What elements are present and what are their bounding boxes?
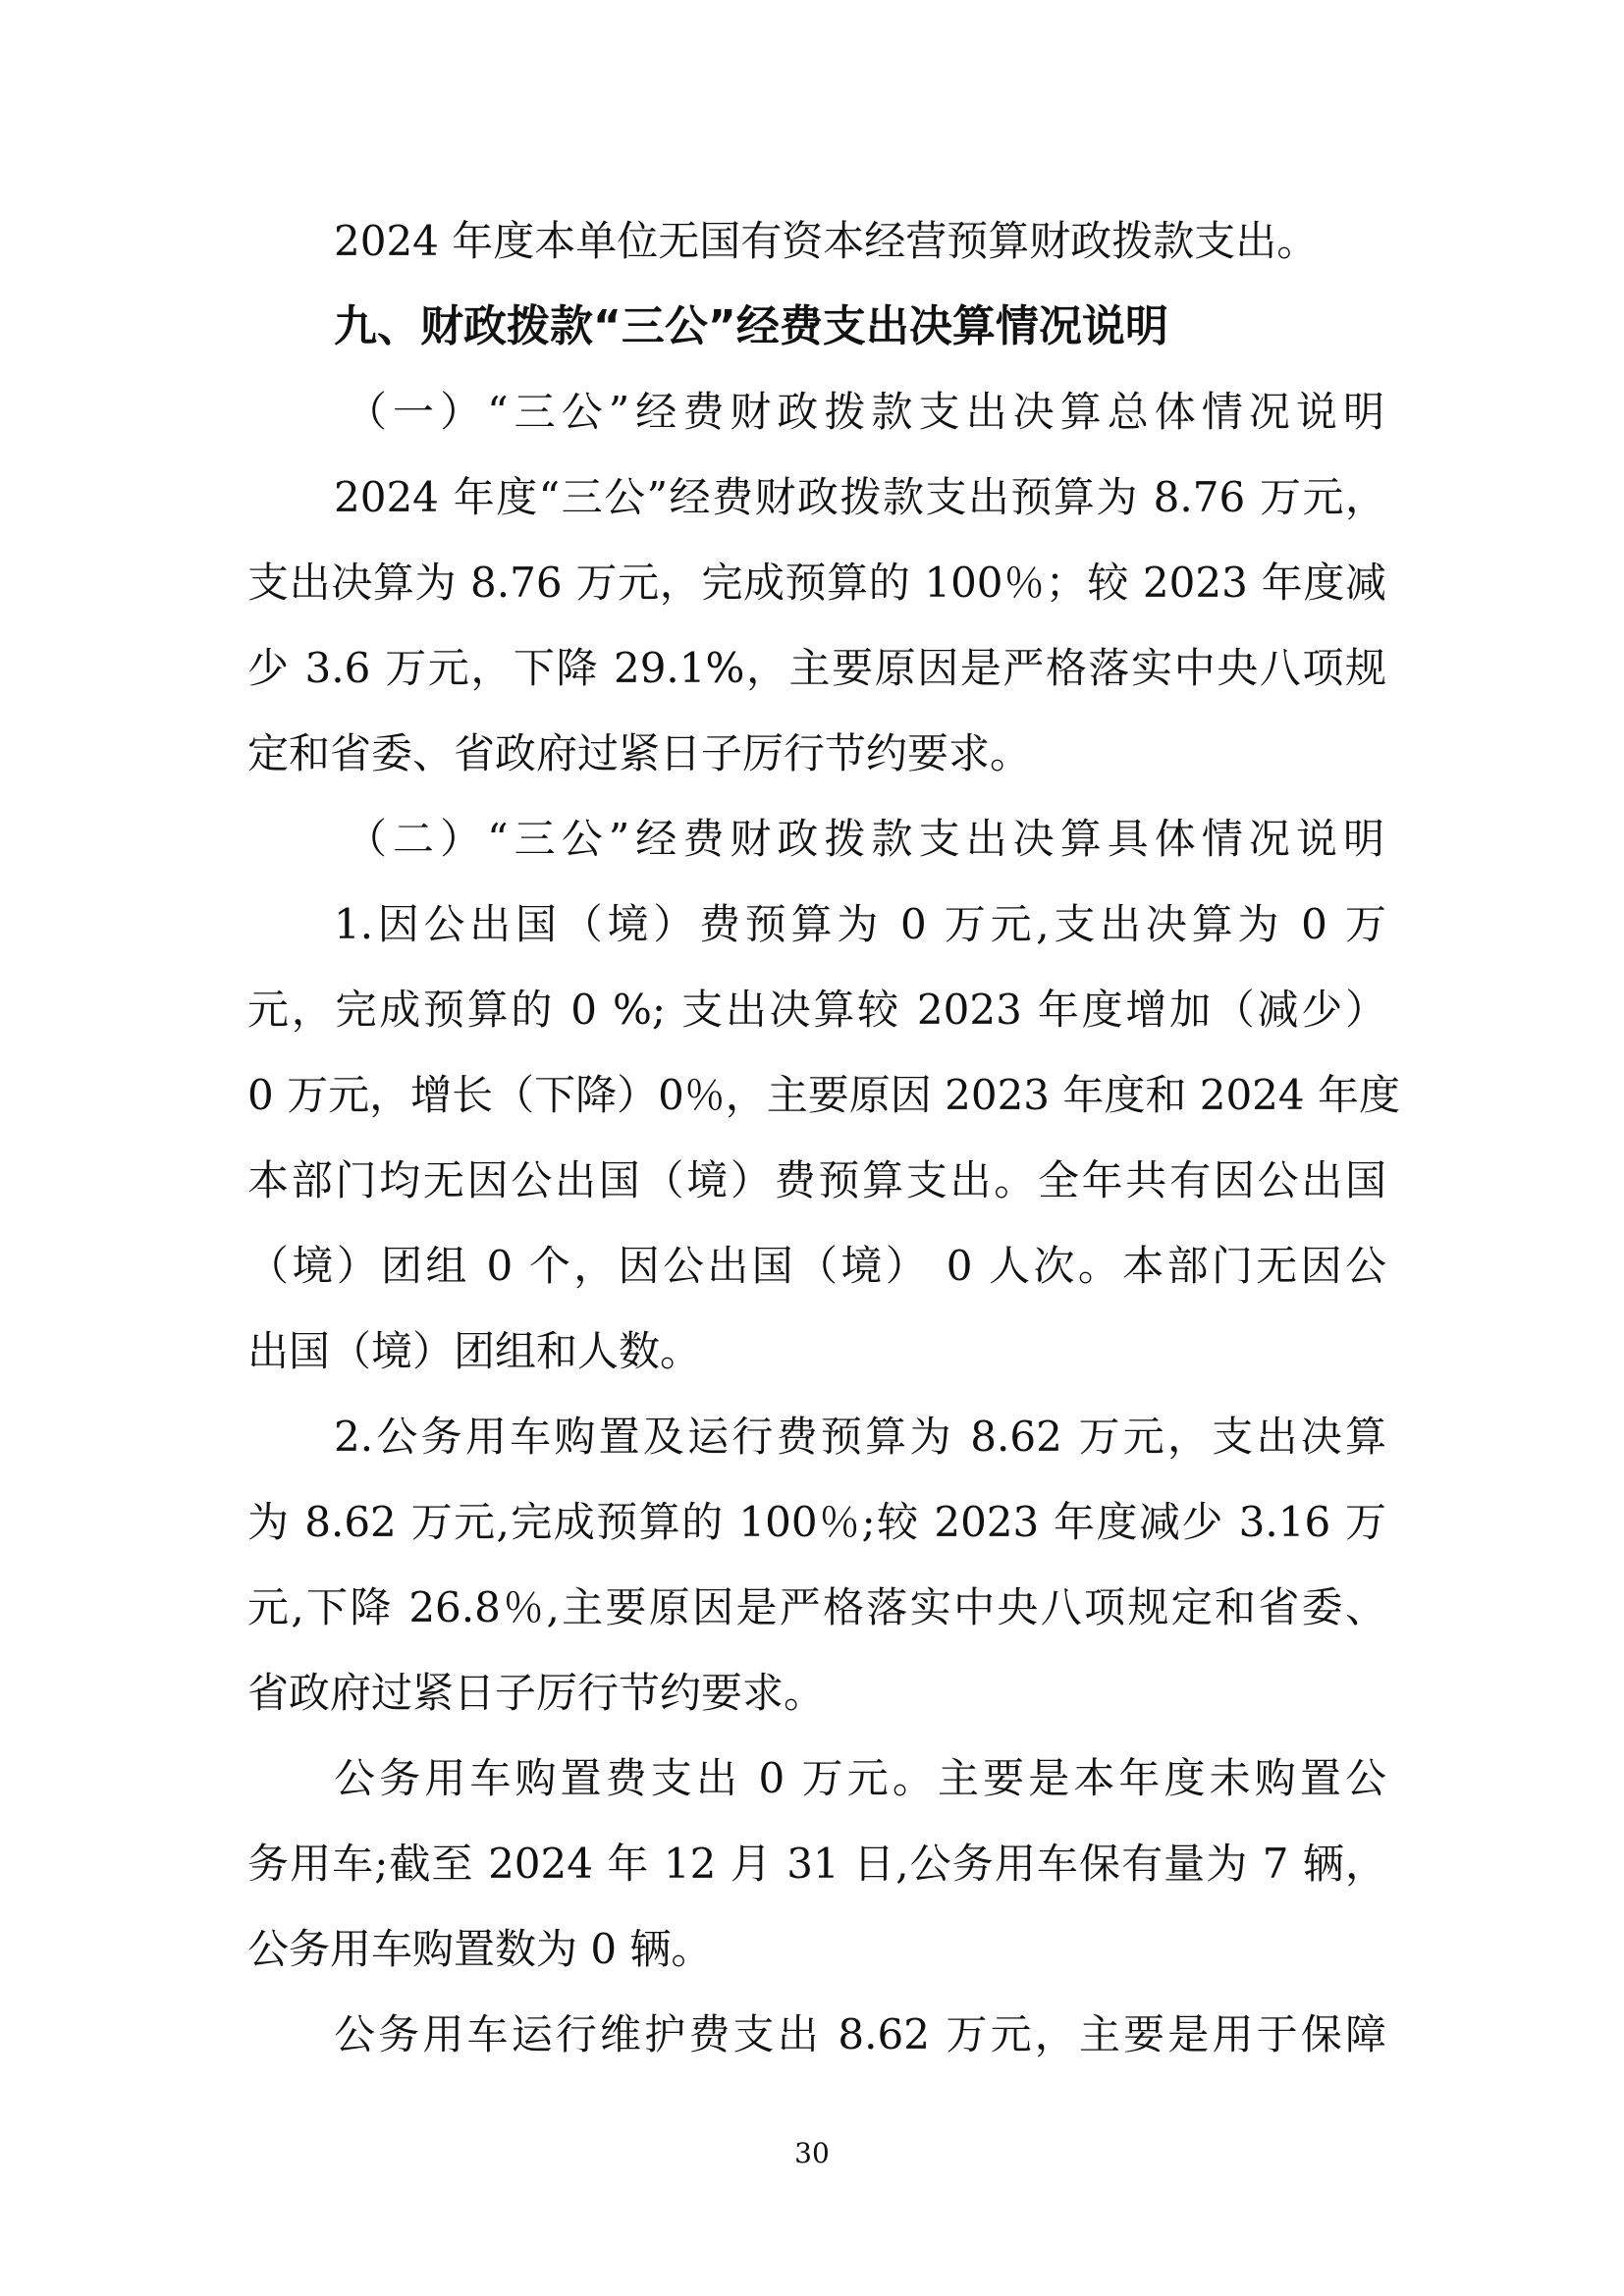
paragraph-line: 公务用车购置费支出 0 万元。主要是本年度未购置公 <box>334 1754 1386 1802</box>
paragraph-line: 2024 年度“三公”经费财政拨款支出预算为 8.76 万元， <box>334 473 1386 521</box>
paragraph-line: 1.因公出国（境）费预算为 0 万元,支出决算为 0 万 <box>334 900 1386 948</box>
paragraph-line: 元,下降 26.8％,主要原因是严格落实中央八项规定和省委、 <box>247 1583 1386 1631</box>
paragraph-line: 为 8.62 万元,完成预算的 100％;较 2023 年度减少 3.16 万 <box>247 1498 1386 1546</box>
paragraph-line: 支出决算为 8.76 万元，完成预算的 100％；较 2023 年度减 <box>247 559 1386 607</box>
section-heading: 九、财政拨款“三公”经费支出决算情况说明 <box>334 301 1168 351</box>
paragraph-line: 公务用车购置数为 0 辆。 <box>247 1925 713 1973</box>
paragraph-line: 出国（境）团组和人数。 <box>247 1327 702 1375</box>
page-number: 30 <box>794 2137 830 2169</box>
paragraph-line: 本部门均无因公出国（境）费预算支出。全年共有因公出国 <box>247 1156 1386 1204</box>
paragraph-line: 2024 年度本单位无国有资本经营预算财政拨款支出。 <box>334 217 1319 265</box>
subsection-heading: （二）“三公”经费财政拨款支出决算具体情况说明 <box>346 815 1386 863</box>
paragraph-line: 少 3.6 万元，下降 29.1%，主要原因是严格落实中央八项规 <box>247 644 1386 692</box>
paragraph-line: 2.公务用车购置及运行费预算为 8.62 万元，支出决算 <box>334 1413 1386 1461</box>
paragraph-line: 公务用车运行维护费支出 8.62 万元，主要是用于保障 <box>334 2010 1386 2058</box>
paragraph-line: 元，完成预算的 0 %; 支出决算较 2023 年度增加（减少） <box>247 986 1386 1034</box>
paragraph-line: （境）团组 0 个，因公出国（境） 0 人次。本部门无因公 <box>247 1242 1386 1290</box>
paragraph-line: 务用车;截至 2024 年 12 月 31 日,公务用车保有量为 7 辆， <box>247 1840 1386 1888</box>
paragraph-line: 定和省委、省政府过紧日子厉行节约要求。 <box>247 729 1032 777</box>
paragraph-line: 省政府过紧日子厉行节约要求。 <box>247 1669 826 1717</box>
subsection-heading: （一）“三公”经费财政拨款支出决算总体情况说明 <box>346 388 1386 436</box>
paragraph-line: 0 万元，增长（下降）0％，主要原因 2023 年度和 2024 年度 <box>247 1071 1400 1119</box>
